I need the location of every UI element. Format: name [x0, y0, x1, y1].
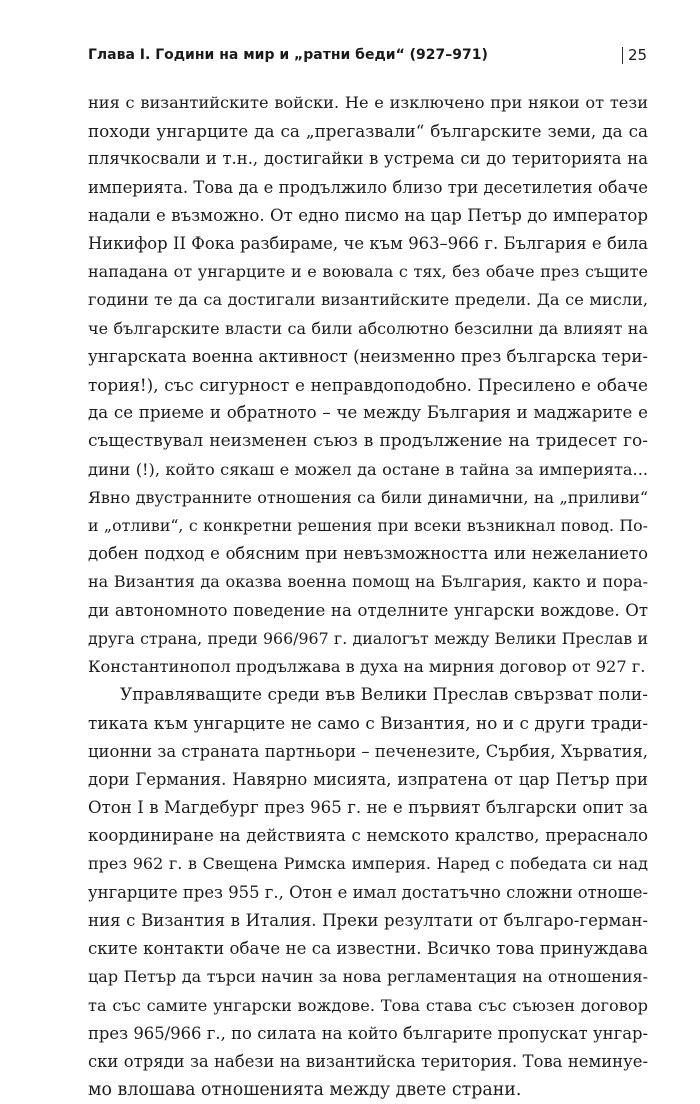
- text-line: друга страна, преди 966/967 г. диалогът между Велики Преслав и: [88, 628, 648, 648]
- header-divider: [622, 47, 623, 64]
- paragraph-2: [88, 681, 648, 1104]
- text-line: да се приеме и обратното – че между България и маджарите е: [88, 403, 648, 423]
- text-line: дини (!), който сякаш е можел да остане в тайна за империята...: [88, 459, 648, 479]
- text-line: ния с византийските войски. Не е изключено при някои от тези: [88, 93, 648, 112]
- text-line: години те да са достигали византийските предели. Да се мисли,: [88, 290, 648, 310]
- text-line: цар Петър да търси начин за нова регламентация на отношения-: [88, 967, 648, 987]
- text-line: Явно двустранните отношения са били динамични, на „приливи“: [88, 487, 648, 507]
- text-line: съществувал неизменен съюз в продължение на тридесет го-: [88, 431, 648, 452]
- text-line: Управляващите среди във Велики Преслав свързват поли-: [120, 685, 648, 706]
- text-line: та със самите унгарски вождове. Това става със съюзен договор: [88, 995, 648, 1015]
- text-line: на Византия да оказва военна помощ на България, както и пора-: [88, 572, 648, 592]
- page-number: 25: [628, 46, 648, 64]
- text-line: ди автономното поведение на отделните унгарски вождове. От: [88, 600, 648, 620]
- text-line: ционни за страната партньори – печенезите, Сърбия, Хърватия,: [88, 741, 648, 761]
- chapter-title: Глава I. Години на мир и „ратни беди“ (927–971): [88, 47, 488, 63]
- text-line: и „отливи“, с конкретни решения при всеки възникнал повод. По-: [88, 516, 648, 536]
- text-line: унгарската военна активност (неизменно през българска тери-: [88, 346, 648, 366]
- text-line: Никифор II Фока разбираме, че към 963–966 г. България е била: [88, 234, 648, 254]
- text-line: че българските власти са били абсолютно безсилни да влияят на: [88, 318, 648, 338]
- body-text: [88, 89, 648, 1104]
- text-line: нападана от унгарците и е воювала с тях, без обаче през същите: [88, 262, 648, 282]
- text-line: ските контакти обаче не са известни. Всичко това принуждава: [88, 939, 648, 959]
- text-line: тиката към унгарците не само с Византия, но и с други тради-: [88, 713, 648, 734]
- text-line: империята. Това да е продължило близо три десетилетия обаче: [88, 177, 648, 197]
- running-header: [88, 40, 648, 70]
- text-line: Отон I в Магдебург през 965 г. не е първият български опит за: [88, 798, 648, 818]
- text-line: през 965/966 г., по силата на който българите пропускат унгар-: [88, 1023, 648, 1043]
- text-line: ния с Византия в Италия. Преки резултати от българо-герман-: [88, 910, 648, 930]
- text-line: унгарците през 955 г., Отон е имал достатъчно сложни отноше-: [88, 882, 648, 902]
- text-line: добен подход е обясним при невъзможността или нежеланието: [88, 544, 648, 564]
- text-line: тория!), със сигурност е неправдоподобно. Пресилено е обаче: [88, 375, 648, 396]
- paragraph-1: [88, 89, 648, 681]
- text-line: Константинопол продължава в духа на мирния договор от 927 г.: [88, 657, 646, 677]
- text-line: надали е възможно. От едно писмо на цар Петър до император: [88, 205, 648, 225]
- text-line: ски отряди за набези на византийска територия. Това неминуе-: [88, 1051, 648, 1071]
- text-line: походи унгарците да са „прегазвали“ българските земи, да са: [88, 121, 648, 142]
- text-line: дори Германия. Навярно мисията, изпратена от цар Петър при: [88, 769, 648, 789]
- text-line: мо влошава отношенията между двете страни.: [88, 1080, 522, 1101]
- text-line: координиране на действията с немското кралство, прераснало: [88, 826, 648, 846]
- text-line: през 962 г. в Свещена Римска империя. Наред с победата си над: [88, 854, 648, 874]
- text-line: плячкосвали и т.н., достигайки в устрема си до територията на: [88, 149, 648, 169]
